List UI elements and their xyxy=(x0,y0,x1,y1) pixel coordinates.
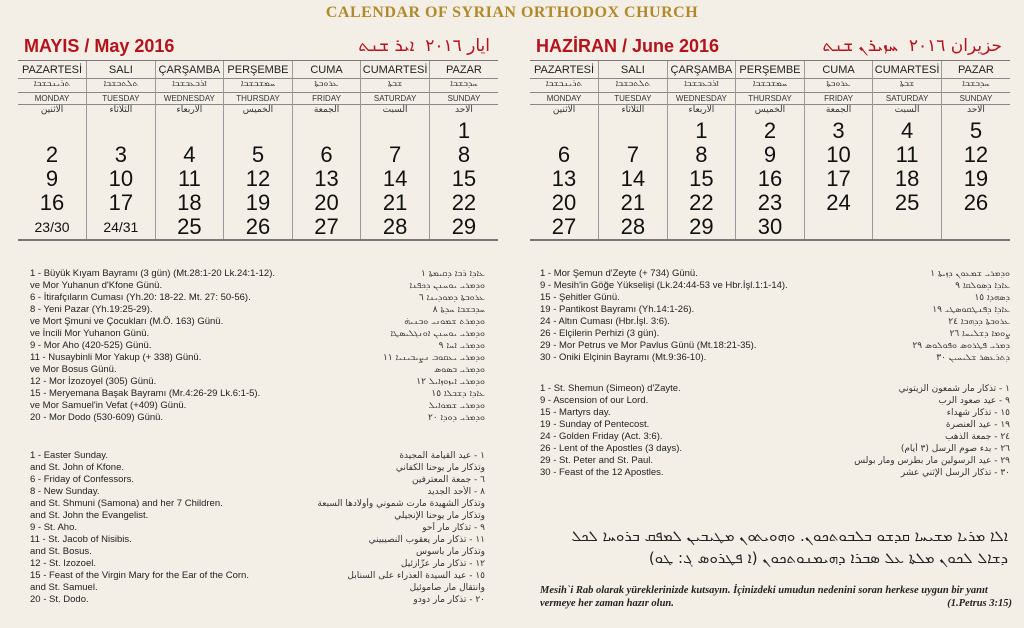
notes-syriac xyxy=(300,268,485,424)
weekday-tr: CUMA xyxy=(805,61,873,79)
weekday-header xyxy=(292,61,361,120)
day-cell: 30 xyxy=(736,215,805,240)
weekday-sy: ܬܪܝܢܒܫܒܐ xyxy=(530,79,598,93)
day-cell: 19 xyxy=(224,191,293,215)
page-title: CALENDAR OF SYRIAN ORTHODOX CHURCH xyxy=(325,4,699,21)
note-line: ܘܕܡܪܝ ܕܘܕܐ ‏٢٠ xyxy=(427,413,485,423)
weekday-sy: ܐܪܒܥܒܫܒܐ xyxy=(156,79,224,93)
weekday-header xyxy=(873,61,942,120)
weekday-ar: الاحد xyxy=(454,105,473,115)
weekday-ar: الثلاثاء xyxy=(621,105,645,115)
weekday-sy: ܫܒܬܐ xyxy=(873,79,941,93)
day-cell xyxy=(804,215,873,240)
weekday-header xyxy=(736,61,805,120)
weekday-tr: PAZARTESİ xyxy=(18,61,86,79)
note-line: 12 - Mor İzozoyel (305) Günü. xyxy=(30,376,157,387)
notes-arabic xyxy=(280,450,485,606)
note-line: 9 - Ascension of our Lord. xyxy=(540,395,649,406)
day-cell: 12 xyxy=(224,167,293,191)
weekday-en: WEDNESDAY xyxy=(156,93,224,105)
weekday-sy: ܫܒܬܐ xyxy=(361,79,429,93)
weekday-header xyxy=(18,61,87,120)
weekday-ar: الاثنين xyxy=(552,105,576,115)
month-label: HAZİRAN / June 2016 xyxy=(536,36,720,56)
note-line: ve Mor Yuhanun d'Kfone Günü. xyxy=(30,280,163,291)
note-line: and St. Bosus. xyxy=(30,546,92,557)
note-line: 29 - Mor Petrus ve Mor Pavlus Günü (Mt.18:21-35). xyxy=(540,340,757,351)
note-line: 26 - Elçilerin Perhizi (3 gün). xyxy=(540,328,660,339)
weekday-tr: SALI xyxy=(599,61,667,79)
day-cell: 12 xyxy=(941,143,1010,167)
weekday-header xyxy=(599,61,668,120)
weekday-sy: ܬܪܝܢܒܫܒܐ xyxy=(18,79,86,93)
note-line: 26 - Lent of the Apostles (3 days). xyxy=(540,443,683,454)
week-row xyxy=(530,143,1010,167)
note-line: 30 - Feast of the 12 Apostles. xyxy=(540,467,664,478)
note-line: 29 - St. Peter and St. Paul. xyxy=(540,455,654,466)
note-line: ٢٩ - عيد الرسولين مار بطرس ومار بولس xyxy=(854,456,1010,466)
note-line: ܕܡܪܝ ܦܛܪܘܣ ܘܦܘܠܘܣ ‏٢٩ xyxy=(912,341,1010,351)
weekday-header xyxy=(224,61,293,120)
weekday-sy: ܥܪܘܒܬܐ xyxy=(805,79,873,93)
week-row xyxy=(18,143,498,167)
day-cell: 2 xyxy=(45,142,59,167)
weekday-en: TUESDAY xyxy=(87,93,155,105)
day-cell xyxy=(224,119,293,143)
weekday-header xyxy=(87,61,156,120)
day-cell: 14 xyxy=(361,167,430,191)
day-cell: 8 xyxy=(667,143,736,167)
note-line: ܥܐܕܐ ܕܫܒܠܐ ‏١٥ xyxy=(431,389,485,399)
day-cell: 22 xyxy=(429,191,498,215)
day-cell: 29 xyxy=(667,215,736,240)
note-line: ٩ - عيد صعود الرب xyxy=(938,396,1010,406)
weekday-ar: الاربعاء xyxy=(176,105,203,115)
week-row xyxy=(530,215,1010,240)
note-line: ٣٠ - تذكار الرسل الإثني عشر xyxy=(900,468,1010,478)
note-line: ve Mort Şmuni ve Çocukları (M.Ö. 163) Günü. xyxy=(30,316,224,327)
day-cell xyxy=(941,215,1010,240)
weekday-en: WEDNESDAY xyxy=(668,93,736,105)
day-cell: 26 xyxy=(941,191,1010,215)
day-cell: 28 xyxy=(599,215,668,240)
weekday-en: FRIDAY xyxy=(805,93,873,105)
day-cell: 3 xyxy=(87,143,156,167)
note-line: 11 - Nusaybinli Mor Yakup (+ 338) Günü. xyxy=(30,352,202,363)
day-cell: 22 xyxy=(667,191,736,215)
notes-syriac xyxy=(830,268,1010,364)
weekday-ar: الاربعاء xyxy=(688,105,715,115)
note-line: وتذكار الشهيدة مارت شموني وأولادها السبعة xyxy=(317,499,485,509)
weekday-en: MONDAY xyxy=(18,93,86,105)
day-cell: 29 xyxy=(429,215,498,240)
note-line: 8 - Yeni Pazar (Yh.19:25-29). xyxy=(30,304,153,315)
weekday-tr: PERŞEMBE xyxy=(736,61,804,79)
day-cell: 25 xyxy=(873,191,942,215)
week-row xyxy=(18,191,498,215)
weekday-tr: ÇARŞAMBA xyxy=(156,61,224,79)
weekday-ar: الاحد xyxy=(966,105,985,115)
day-cell: 18 xyxy=(155,191,224,215)
verse-syriac: ܐܠܐ ܡܪܝܐ ܡܫܝܚܐ ܩܕܫܘ ܒܠܒܘܬܟܘܢ. ܘܗܘܝܬܘܢ ܡܛܝܒܝܢ ܠܡܦܩ ܒܪܘܚܐ ܠܟܠ ܕܫܐܠ ܠܟܘܢ ܡܠܬܐ ܥܠ ܣܒܪܐ ܕܗܝܡܢܘܬܟܘܢ (ܐ ܦܛܪܘܣ ܓ: ܛܘ) xyxy=(571,527,1008,567)
weekday-en: SATURDAY xyxy=(873,93,941,105)
weekday-ar: الجمعة xyxy=(313,105,340,115)
day-cell xyxy=(873,215,942,240)
weekday-header xyxy=(941,61,1010,120)
day-cell: 13 xyxy=(551,166,577,191)
day-cell: 21 xyxy=(599,191,668,215)
note-line: ܘܕܡܪܝ ܒܣܘܣ xyxy=(434,365,485,375)
note-line: وانتقال مار صاموئيل xyxy=(409,583,485,593)
day-cell: 15 xyxy=(667,167,736,191)
note-line: ٢٠ - تذكار مار دودو xyxy=(413,595,485,605)
week-row xyxy=(18,167,498,191)
note-line: وتذكار مار يوحنا الإنجيلي xyxy=(394,511,485,521)
weekday-header xyxy=(361,61,430,120)
note-line: ܥܐܕܐ ܕܦܢܛܩܘܣܛܝ ‏١٩ xyxy=(932,305,1010,315)
note-line: ܘܕܡܪܝ ܝܥܩܘܒ ܢܨܝܒܝܢܝܐ ‏١١ xyxy=(382,353,485,363)
note-line: ve İncili Mor Yuhanon Günü. xyxy=(30,328,150,339)
note-line: ܘܕܡܪܝ ܐܚܐ ‏٩ xyxy=(438,341,485,351)
note-line: 19 - Pantikost Bayramı (Yh.14:1-26). xyxy=(540,304,695,315)
day-cell xyxy=(530,119,599,143)
note-line: ܕܬܪܥܣܪ ܫܠܝܚܝܢ ‏٣٠ xyxy=(936,353,1010,363)
day-cell: 7 xyxy=(361,143,430,167)
week-row xyxy=(530,119,1010,143)
note-line: ܥܪܘܒܬܐ ܕܕܗܒܐ ‏٢٤ xyxy=(948,317,1010,327)
calendar-grid xyxy=(530,60,1010,241)
day-cell: 21 xyxy=(361,191,430,215)
day-cell: 5 xyxy=(941,119,1010,143)
day-cell: 23 xyxy=(736,191,805,215)
day-cell: 6 xyxy=(557,142,571,167)
note-line: 11 - St. Jacob of Nisibis. xyxy=(30,534,132,545)
weekday-en: SUNDAY xyxy=(430,93,498,105)
note-line: ve Mor Bosus Günü. xyxy=(30,364,117,375)
day-cell xyxy=(155,119,224,143)
note-line: ٨ - الأحد الجديد xyxy=(427,487,485,497)
note-line: ١١ - تذكار مار يعقوب النصيبيني xyxy=(368,535,485,545)
weekday-sy: ܥܪܘܒܬܐ xyxy=(293,79,361,93)
weekday-ar: الجمعة xyxy=(825,105,852,115)
weekday-header xyxy=(155,61,224,120)
note-line: and St. John the Evangelist. xyxy=(30,510,149,521)
weekday-ar: السبت xyxy=(894,105,920,115)
weekday-en: TUESDAY xyxy=(599,93,667,105)
note-line: ܨܘܡܐ ܕܫܠܝܚܐ ‏٢٦ xyxy=(949,329,1010,339)
weekday-sy: ܚܕܒܫܒܐ xyxy=(430,79,498,93)
weekday-sy: ܚܕܒܫܒܐ xyxy=(942,79,1010,93)
note-line: ܥܐܕܐ ܕܣܘܠܩܐ ‏٩ xyxy=(955,281,1010,291)
day-cell: 17 xyxy=(804,167,873,191)
day-cell: 24 xyxy=(804,191,873,215)
note-line: 1 - Mor Şemun d'Zeyte (+ 734) Günü. xyxy=(540,268,698,279)
month-june xyxy=(530,34,1010,241)
weekday-tr: SALI xyxy=(87,61,155,79)
verse-turkish: Mesih`i Rab olarak yüreklerinizde kutsayın. İçinizdeki umudun nedenini soran herkese uygun bir yanıt vermeye her zaman hazır olun. (1.Petrus 3:15) xyxy=(540,585,1012,609)
notes-english xyxy=(540,383,840,479)
day-cell: 8 xyxy=(429,143,498,167)
note-line: and St. Samuel. xyxy=(30,582,98,593)
note-line: ١ - تذكار مار شمعون الزيتوني xyxy=(898,384,1010,394)
weekday-ar: الاثنين xyxy=(40,105,64,115)
day-cell xyxy=(361,119,430,143)
note-line: 24 - Golden Friday (Act. 3:6). xyxy=(540,431,663,442)
day-cell xyxy=(599,119,668,143)
weekday-en: FRIDAY xyxy=(293,93,361,105)
note-line: 9 - St. Aho. xyxy=(30,522,77,533)
weekday-sy: ܚܡܫܒܫܒܐ xyxy=(736,79,804,93)
note-line: 12 - St. Izozoel. xyxy=(30,558,97,569)
month-label: MAYIS / May 2016 xyxy=(24,36,175,56)
note-line: and St. Shmuni (Samona) and her 7 Children. xyxy=(30,498,223,509)
note-line: 15 - Meryemana Başak Bayramı (Mr.4:26-29 Lk.6:1-5). xyxy=(30,388,261,399)
note-line: ٢٦ - بدء صوم الرسل (٣ أيام) xyxy=(900,444,1010,454)
note-line: 15 - Martyrs day. xyxy=(540,407,611,418)
day-cell: 24/31 xyxy=(87,215,156,240)
day-cell: 23/30 xyxy=(34,219,70,235)
note-line: ܕܣܗܕܐ ‏١٥ xyxy=(974,293,1010,303)
note-line: 6 - İtirafçıların Cuması (Yh.20: 18-22. Mt. 27: 50-56). xyxy=(30,292,251,303)
day-cell: 3 xyxy=(804,119,873,143)
day-cell: 10 xyxy=(87,167,156,191)
note-line: ܥܐܕܐ ܪܒܐ ܕܩܝܡܬܐ ‏١ xyxy=(421,269,485,279)
week-row xyxy=(530,167,1010,191)
weekday-tr: PERŞEMBE xyxy=(224,61,292,79)
day-cell: 5 xyxy=(224,143,293,167)
day-cell: 9 xyxy=(736,143,805,167)
day-cell: 1 xyxy=(429,119,498,143)
note-line: ܘܕܡܪܝ ܝܘܚܢܢ ܐܘܢܓܠܝܣܛܐ xyxy=(390,329,485,339)
day-cell: 26 xyxy=(224,215,293,240)
note-line: ٩ - تذكار مار آحو xyxy=(422,523,485,533)
note-line: ܘܕܡܪܝ ܫܡܥܘܢ ܕܙܝܬܐ ‏١ xyxy=(930,269,1010,279)
note-line: ١٥ - عيد السيدة العذراء على السنابل xyxy=(347,571,485,581)
weekday-header xyxy=(667,61,736,120)
month-label-syriac-arabic: ايار ٢٠١٦ ܐܝܪ ܫܢܬ xyxy=(358,36,490,56)
note-line: ١٩ - عيد العنصرة xyxy=(945,420,1010,430)
note-line: ܘܕܡܪܝ ܫܡܘܐܝܠ xyxy=(428,401,485,411)
day-cell: 13 xyxy=(292,167,361,191)
note-line: ١٢ - تذكار مار عزّازئيل xyxy=(400,559,485,569)
weekday-ar: الثلاثاء xyxy=(109,105,133,115)
note-line: وتذكار مار باسوس xyxy=(415,547,485,557)
week-row xyxy=(530,191,1010,215)
weekday-tr: PAZAR xyxy=(942,61,1010,79)
weekday-sy: ܚܡܫܒܫܒܐ xyxy=(224,79,292,93)
day-cell: 7 xyxy=(599,143,668,167)
notes-turkish xyxy=(540,268,840,364)
day-cell: 4 xyxy=(155,143,224,167)
weekday-header xyxy=(429,61,498,120)
day-cell: 27 xyxy=(551,214,577,239)
note-line: 24 - Altın Cuması (Hbr.İşl. 3:6). xyxy=(540,316,670,327)
day-cell: 20 xyxy=(292,191,361,215)
weekday-tr: CUMARTESİ xyxy=(873,61,941,79)
day-cell: 15 xyxy=(429,167,498,191)
day-cell: 25 xyxy=(155,215,224,240)
note-line: 9 - Mor Aho (420-525) Günü. xyxy=(30,340,152,351)
note-line: ܘܕܡܪܬ ܫܡܘܢܝ ܘܒܢܝܗ̇ xyxy=(404,317,485,327)
verse-reference: (1.Petrus 3:15) xyxy=(947,598,1012,609)
weekday-header xyxy=(530,61,599,120)
note-line: 19 - Sunday of Pentecost. xyxy=(540,419,650,430)
day-cell: 4 xyxy=(873,119,942,143)
day-cell: 20 xyxy=(551,190,577,215)
note-line: 6 - Friday of Confessors. xyxy=(30,474,135,485)
day-cell: 28 xyxy=(361,215,430,240)
weekday-sy: ܬܠܬܒܫܒܐ xyxy=(599,79,667,93)
note-line: 20 - St. Dodo. xyxy=(30,594,89,605)
note-line: ܘܕܡܪܝ ܝܘܚܢܢ ܕܟܦܢܐ xyxy=(409,281,485,291)
note-line: وتذكار مار يوحنا الكفاني xyxy=(395,463,485,473)
weekday-tr: ÇARŞAMBA xyxy=(668,61,736,79)
day-cell: 11 xyxy=(873,143,942,167)
day-cell: 16 xyxy=(39,190,65,215)
day-cell: 10 xyxy=(804,143,873,167)
note-line: ٦ - جمعة المعترفين xyxy=(412,475,485,485)
note-line: 1 - Büyük Kıyam Bayramı (3 gün) (Mt.28:1-20 Lk.24:1-12). xyxy=(30,268,275,279)
weekday-en: THURSDAY xyxy=(736,93,804,105)
weekday-en: SUNDAY xyxy=(942,93,1010,105)
weekday-en: SATURDAY xyxy=(361,93,429,105)
day-cell xyxy=(18,119,87,143)
weekday-en: MONDAY xyxy=(530,93,598,105)
day-cell: 14 xyxy=(599,167,668,191)
weekday-sy: ܐܪܒܥܒܫܒܐ xyxy=(668,79,736,93)
note-line: ١٥ - تذكار شهداء xyxy=(946,408,1010,418)
note-line: ܘܕܡܪܝ ܐܝܙܘܙܐܝܠ ‏١٢ xyxy=(416,377,485,387)
day-cell: 9 xyxy=(45,166,59,191)
note-line: ܥܪܘܒܬܐ ܕܡܘܕܝܢܐ ‏٦ xyxy=(418,293,485,303)
note-line: and St. John of Kfone. xyxy=(30,462,125,473)
note-line: 15 - Şehitler Günü. xyxy=(540,292,620,303)
day-cell: 18 xyxy=(873,167,942,191)
day-cell: 1 xyxy=(667,119,736,143)
note-line: ٢٤ - جمعة الذهب xyxy=(945,432,1010,442)
day-cell: 2 xyxy=(736,119,805,143)
note-line: 30 - Oniki Elçinin Bayramı (Mt.9:36-10). xyxy=(540,352,707,363)
weekday-tr: CUMA xyxy=(293,61,361,79)
weekday-tr: PAZAR xyxy=(430,61,498,79)
day-cell xyxy=(292,119,361,143)
notes-turkish xyxy=(30,268,330,424)
weekday-ar: الخميس xyxy=(754,105,786,115)
note-line: 15 - Feast of the Virgin Mary for the Ear of the Corn. xyxy=(30,570,249,581)
day-cell: 11 xyxy=(155,167,224,191)
month-may xyxy=(18,34,498,241)
weekday-tr: CUMARTESİ xyxy=(361,61,429,79)
weekday-en: THURSDAY xyxy=(224,93,292,105)
note-line: ve Mor Samuel'in Vefat (+409) Günü. xyxy=(30,400,187,411)
day-cell: 27 xyxy=(292,215,361,240)
notes-arabic xyxy=(810,383,1010,479)
day-cell: 16 xyxy=(736,167,805,191)
day-cell: 6 xyxy=(292,143,361,167)
note-line: 1 - Easter Sunday. xyxy=(30,450,108,461)
week-row xyxy=(18,119,498,143)
weekday-ar: الخميس xyxy=(242,105,274,115)
week-row xyxy=(18,215,498,240)
day-cell: 17 xyxy=(87,191,156,215)
weekday-ar: السبت xyxy=(382,105,408,115)
day-cell: 19 xyxy=(941,167,1010,191)
weekday-header xyxy=(804,61,873,120)
note-line: 9 - Mesih'in Göğe Yükselişi (Lk.24:44-53 ve Hbr.İşl.1:1-14). xyxy=(540,280,788,291)
note-line: 8 - New Sunday. xyxy=(30,486,100,497)
weekday-tr: PAZARTESİ xyxy=(530,61,598,79)
day-cell xyxy=(87,119,156,143)
note-line: 20 - Mor Dodo (530-609) Günü. xyxy=(30,412,164,423)
weekday-sy: ܬܠܬܒܫܒܐ xyxy=(87,79,155,93)
note-line: 1 - St. Shemun (Simeon) d'Zayte. xyxy=(540,383,681,394)
note-line: ١ - عيد القيامة المجيدة xyxy=(399,451,485,461)
month-label-syriac-arabic: حزيران ٢٠١٦ ܚܙܝܪܢ ܫܢܬ xyxy=(822,36,1002,56)
calendar-grid xyxy=(18,60,498,241)
note-line: ܚܕܒܫܒܐ ܚܕܬܐ ‏٨ xyxy=(432,305,485,315)
